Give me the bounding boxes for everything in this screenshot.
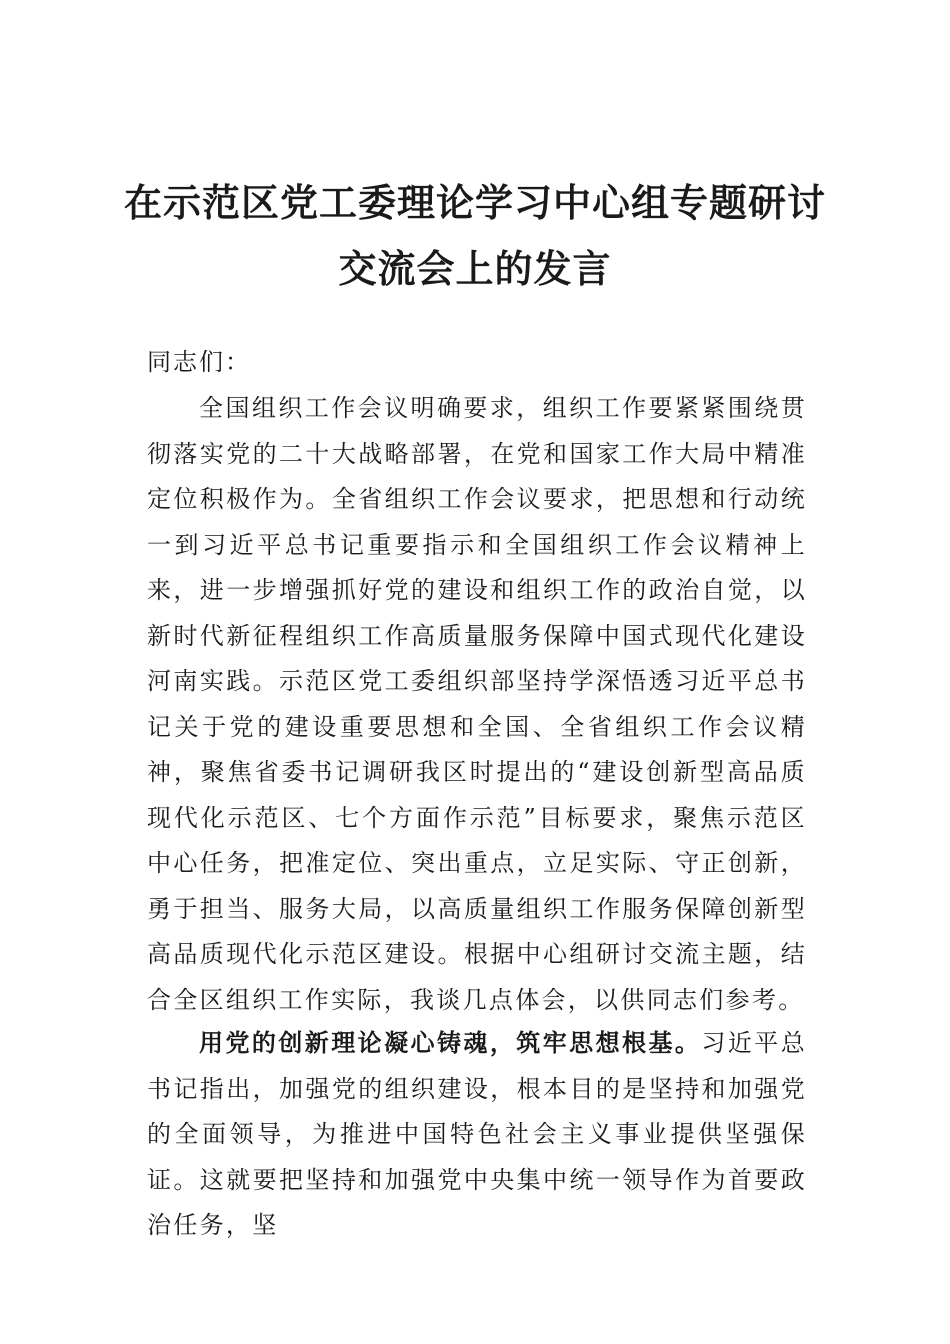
salutation: 同志们：	[147, 348, 251, 376]
document-title-line-2: 交流会上的发言	[338, 246, 612, 291]
document-title-line-1: 在示范区党工委理论学习中心组专题研讨	[123, 180, 826, 225]
paragraph-2-body: 习近平总书记指出，加强党的组织建设，根本目的是坚持和加强党的全面领导，为推进中国特色社会主义事业提供坚强保证。这就要把坚持和加强党中央集中统一领导作为首要政治任务，坚	[147, 1029, 807, 1239]
paragraph-1: 全国组织工作会议明确要求，组织工作要紧紧围绕贯彻落实党的二十大战略部署，在党和国家工作大局中精准定位积极作为。全省组织工作会议要求，把思想和行动统一到习近平总书记重要指示和全国组织工作会议精神上来，进一步增强抓好党的建设和组织工作的政治自觉，以新时代新征程组织工作高质量服务保障中国式现代化建设河南实践。示范区党工委组织部坚持学深悟透习近平总书记关于党的建设重要思想和全国、全省组织工作会议精神，聚焦省委书记调研我区时提出的“建设创新型高品质现代化示范区、七个方面作示范”目标要求，聚焦示范区中心任务，把准定位、突出重点，立足实际、守正创新，勇于担当、服务大局，以高质量组织工作服务保障创新型高品质现代化示范区建设。根据中心组研讨交流主题，结合全区组织工作实际，我谈几点体会，以供同志们参考。	[147, 394, 807, 1014]
paragraph-2-heading: 用党的创新理论凝心铸魂，筑牢思想根基。	[199, 1028, 702, 1057]
paragraph-2	[147, 1020, 807, 1249]
